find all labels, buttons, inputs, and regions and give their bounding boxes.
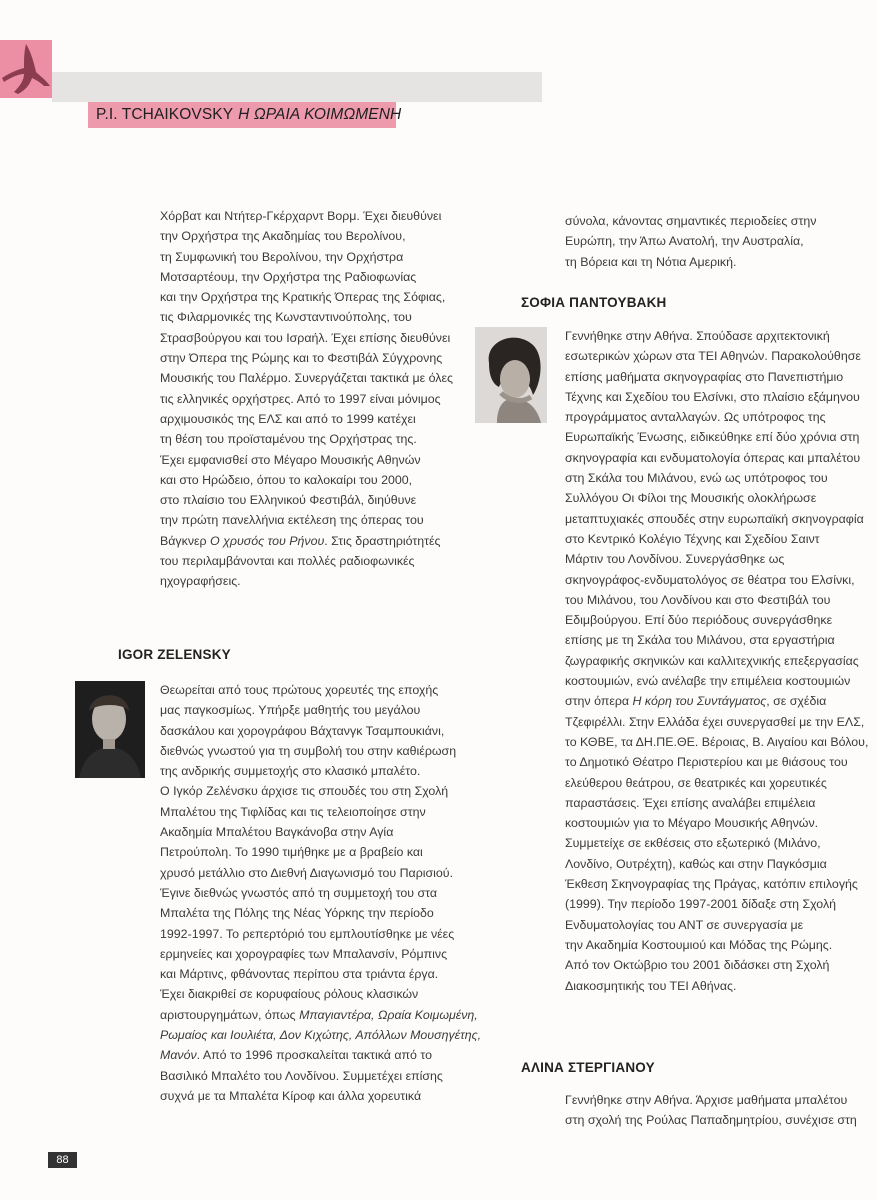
text-line: Θεωρείται από τους πρώτους χορευτές της εποχής — [160, 683, 439, 697]
text-line: εσωτερικών χώρων στα ΤΕΙ Αθηνών. Παρακολούθησε — [565, 349, 861, 364]
conductor-bio-continuation — [160, 206, 460, 592]
text-line: και την Ορχήστρα της Κρατικής Όπερας της Σόφιας, — [160, 290, 446, 305]
text-line: Έχει εμφανισθεί στο Μέγαρο Μουσικής Αθηνών — [160, 452, 421, 467]
text-line: Τέχνης και Σχεδίου του Ελσίνκι, στο πλαίσιο εξάμηνου — [565, 389, 860, 404]
text-line: ερμηνείες και χορογραφίες των Μπαλανσίν, Ρόμπινς — [160, 946, 448, 961]
ballet-titles: Μπαγιαντέρα, Ωραία Κοιμωμένη, — [299, 1007, 478, 1022]
text-line: στη σχολή της Ρούλας Παπαδημητρίου, συνέχισε στη — [565, 1113, 857, 1128]
text-line: στο Κεντρικό Κολέγιο Τέχνης και Σχεδίου Σαιντ — [565, 531, 820, 546]
text-line: τη Βόρεια και τη Νότια Αμερική. — [565, 254, 737, 269]
text-line: Ακαδημία Μπαλέτου Βαγκάνοβα στην Αγία — [160, 825, 394, 840]
text-line: στη Σκάλα του Μιλάνου, ενώ ως υπότροφος του — [565, 471, 828, 486]
text-line — [565, 691, 860, 711]
text-line: Λονδίνο, Ουτρέχτη), καθώς και στην Παγκόσμια — [565, 856, 827, 871]
text-line: χρυσό μετάλλιο στο Διεθνή Διαγωνισμό του Παρισιού. — [160, 865, 454, 880]
alina-stergianou-bio — [565, 1090, 860, 1131]
zelensky-bio-continuation — [565, 211, 860, 272]
text-line — [160, 531, 460, 551]
text-line: Συμμετείχε σε εκθέσεις στο εξωτερικό (Μιλάνο, — [565, 836, 821, 851]
text-line: συχνά με τα Μπαλέτα Κίροφ και άλλα χορευτικά — [160, 1088, 422, 1103]
text-line: αρχιμουσικός της ΕΛΣ και από το 1999 κατέχει — [160, 411, 416, 426]
heading-sofia-pantouvaki: ΣΟΦΙΑ ΠΑΝΤΟΥΒΑΚΗ — [521, 295, 667, 310]
text-line: μεταπτυχιακές σπουδές στην ευρωπαϊκή σκηνογραφία — [565, 511, 864, 526]
text-line: το Δημοτικό Θέατρο Περιστερίου και με θιάσους του — [565, 755, 848, 770]
page-number: 88 — [48, 1152, 77, 1168]
text-line: και Μάρτινς, φθάνοντας περίπου στα τριάντα έργα. — [160, 967, 439, 982]
heading-alina-stergianou: ΑΛΙΝΑ ΣΤΕΡΓΙΑΝΟΥ — [521, 1060, 655, 1075]
text-line: επίσης μαθήματα σκηνογραφίας στο Πανεπιστήμιο — [565, 369, 844, 384]
text-line: Στρασβούργου και του Ισραήλ. Έχει επίσης διευθύνει — [160, 330, 451, 345]
text-line — [160, 1045, 460, 1065]
text-line: του Μιλάνου, του Λονδίνου και στο Φεστιβάλ του — [565, 592, 831, 607]
text-line: (1999). Την περίοδο 1997-2001 δίδαξε στη Σχολή — [565, 897, 837, 912]
text-line: επίσης με τη Σκάλα του Μιλάνου, στα εργαστήρια — [565, 633, 835, 648]
text-line: και στο Ηρώδειο, όπου το καλοκαίρι του 2000, — [160, 472, 413, 487]
text-line: Χόρβατ και Ντήτερ-Γκέρχαρντ Βορμ. Έχει διευθύνει — [160, 209, 442, 223]
opera-title: Η κόρη του Συντάγματος — [632, 694, 767, 709]
text-line: την πρώτη πανελλήνια εκτέλεση της όπερας του — [160, 513, 424, 528]
text-line: Μουσικής του Παλέρμο. Συνεργάζεται τακτικά με όλες — [160, 371, 453, 386]
text-line: Διακοσμητικής του ΤΕΙ Αθήνας. — [565, 978, 737, 993]
ballet-titles: Ρωμαίος και Ιουλιέτα, Δον Κιχώτης, Απόλλων Μουσηγέτης, — [160, 1028, 482, 1043]
text-line: Από τον Οκτώβριο του 2001 διδάσκει στη Σχολή — [565, 958, 830, 973]
text-segment: στην όπερα — [565, 694, 633, 709]
text-line: Εδιμβούργου. Επί δύο περιόδους συνεργάσθηκε — [565, 613, 833, 628]
text-line: σκηνογραφία και ενδυματολογία όπερας και μπαλέτου — [565, 450, 861, 465]
text-line: Μοτσαρτέουμ, την Ορχήστρα της Ραδιοφωνίας — [160, 269, 417, 284]
text-segment: αριστουργημάτων, όπως — [160, 1007, 300, 1022]
text-line: τη Συμφωνική του Βερολίνου, την Ορχήστρα — [160, 249, 404, 264]
heading-igor-zelensky: IGOR ZELENSKY — [118, 647, 231, 662]
text-line: σύνολα, κάνοντας σημαντικές περιοδείες στην — [565, 214, 817, 228]
sofia-pantouvaki-bio — [565, 326, 869, 996]
text-line: Ο Ιγκόρ Ζελένσκυ άρχισε τις σπουδές του στη Σχολή — [160, 784, 449, 799]
section-title — [88, 102, 402, 128]
text-line: κοστουμιών για το Μέγαρο Μουσικής Αθηνών. — [565, 816, 819, 831]
text-line: Έγινε διεθνώς γνωστός από τη συμμετοχή του στα — [160, 885, 438, 900]
text-line: Μπαλέτου της Τιφλίδας και τις τελειοποίησε στην — [160, 804, 426, 819]
text-line: του περιλαμβάνονται και πολλές ραδιοφωνικές — [160, 554, 415, 569]
text-line: Μπαλέτα της Πόλης της Νέας Υόρκης την περίοδο — [160, 906, 434, 921]
text-line: Έκθεση Σκηνογραφίας της Πράγας, κατόπιν επιλογής — [565, 877, 858, 892]
text-line: Τζεφιρέλλι. Στην Ελλάδα έχει συνεργασθεί με την ΕΛΣ, — [565, 714, 865, 729]
igor-zelensky-bio — [160, 680, 482, 1106]
composer-name: P.I. TCHAIKOVSKY — [96, 106, 234, 123]
text-line: Έχει διακριθεί σε κορυφαίους ρόλους κλασικών — [160, 987, 419, 1002]
text-line: 1992-1997. Το ρεπερτόριό του εμπλουτίσθηκε με νέες — [160, 926, 455, 941]
text-line: το ΚΘΒΕ, τα ΔΗ.ΠΕ.ΘΕ. Βέροιας, Β. Αιγαίου και Βόλου, — [565, 734, 869, 749]
text-line: ζωγραφικής σκηνικών και καλλιτεχνικής επεξεργασίας — [565, 653, 859, 668]
work-title: Η ΩΡΑΙΑ ΚΟΙΜΩΜΕΝΗ — [238, 106, 402, 123]
text-line: διεθνώς γνωστού για τη συμβολή του στην καθιέρωση — [160, 743, 457, 758]
text-line: κοστουμιών, ενώ ανέλαβε την επιμέλεια κοστουμιών — [565, 674, 851, 689]
text-line: ηχογραφήσεις. — [160, 574, 241, 589]
text-line — [160, 1025, 482, 1045]
text-segment: Βάγκνερ — [160, 533, 207, 548]
text-line: τις ελληνικές ορχήστρες. Από το 1997 είναι μόνιμος — [160, 391, 441, 406]
text-line: σκηνογράφος-ενδυματολόγος σε θέατρα του Ελσίνκι, — [565, 572, 855, 587]
dancer-logo-icon — [0, 40, 52, 98]
text-line: προγράμματος ανταλλαγών. Ως υπότροφος της — [565, 410, 826, 425]
text-segment: , σε σχέδια — [766, 694, 827, 709]
text-line: μας παγκοσμίως. Υπήρξε μαθητής του μεγάλου — [160, 703, 421, 718]
text-line: δασκάλου και χορογράφου Βάχτανγκ Τσαμπουκιάνι, — [160, 723, 445, 738]
header-strip — [52, 72, 542, 102]
text-line: ελεύθερου θεάτρου, σε θεατρικές και χορευτικές — [565, 775, 827, 790]
text-line: Γεννήθηκε στην Αθήνα. Σπούδασε αρχιτεκτονική — [565, 329, 830, 343]
ballet-title: Μανόν — [160, 1048, 197, 1063]
text-line: Ενδυματολογίας του ΑΝΤ σε συνεργασία με — [565, 917, 804, 932]
text-line: της ανδρικής συμμετοχής στο κλασικό μπαλέτο. — [160, 764, 421, 779]
sofia-pantouvaki-photo — [475, 327, 547, 423]
igor-zelensky-photo — [75, 681, 145, 778]
text-line: την Ακαδημία Κοστουμιού και Μόδας της Ρώμης. — [565, 937, 833, 952]
text-line: Ευρωπαϊκής Ένωσης, ειδικεύθηκε επί δύο χρόνια στη — [565, 430, 860, 445]
text-line: την Ορχήστρα της Ακαδημίας του Βερολίνου, — [160, 229, 406, 244]
opera-title: Ο χρυσός του Ρήνου — [210, 533, 325, 548]
text-line — [160, 1005, 478, 1025]
text-line: στην Όπερα της Ρώμης και το Φεστιβάλ Σύγχρονης — [160, 351, 443, 366]
text-line: στο πλαίσιο του Ελληνικού Φεστιβάλ, διηύθυνε — [160, 493, 417, 508]
text-line: Γεννήθηκε στην Αθήνα. Άρχισε μαθήματα μπαλέτου — [565, 1093, 848, 1107]
text-line: Συλλόγου Οι Φίλοι της Μουσικής ολοκλήρωσε — [565, 491, 817, 506]
text-line: Βασιλικό Μπαλέτο του Λονδίνου. Συμμετέχει επίσης — [160, 1068, 443, 1083]
text-segment: . Από το 1996 προσκαλείται τακτικά από το — [196, 1048, 433, 1063]
text-line: τη θέση του προϊσταμένου της Ορχήστρας της. — [160, 432, 417, 447]
text-line: Ευρώπη, την Άπω Ανατολή, την Αυστραλία, — [565, 234, 804, 249]
text-segment: . Στις δραστηριότητές — [324, 533, 441, 548]
text-line: Πετρούπολη. Το 1990 τιμήθηκε με α βραβείο και — [160, 845, 423, 860]
text-line: παραστάσεις. Έχει επίσης αναλάβει επιμέλεια — [565, 795, 816, 810]
text-line: τις Φιλαρμονικές της Κωνσταντινούπολης, του — [160, 310, 412, 325]
text-line: Μάρτιν του Λονδίνου. Συνεργάσθηκε ως — [565, 552, 785, 567]
